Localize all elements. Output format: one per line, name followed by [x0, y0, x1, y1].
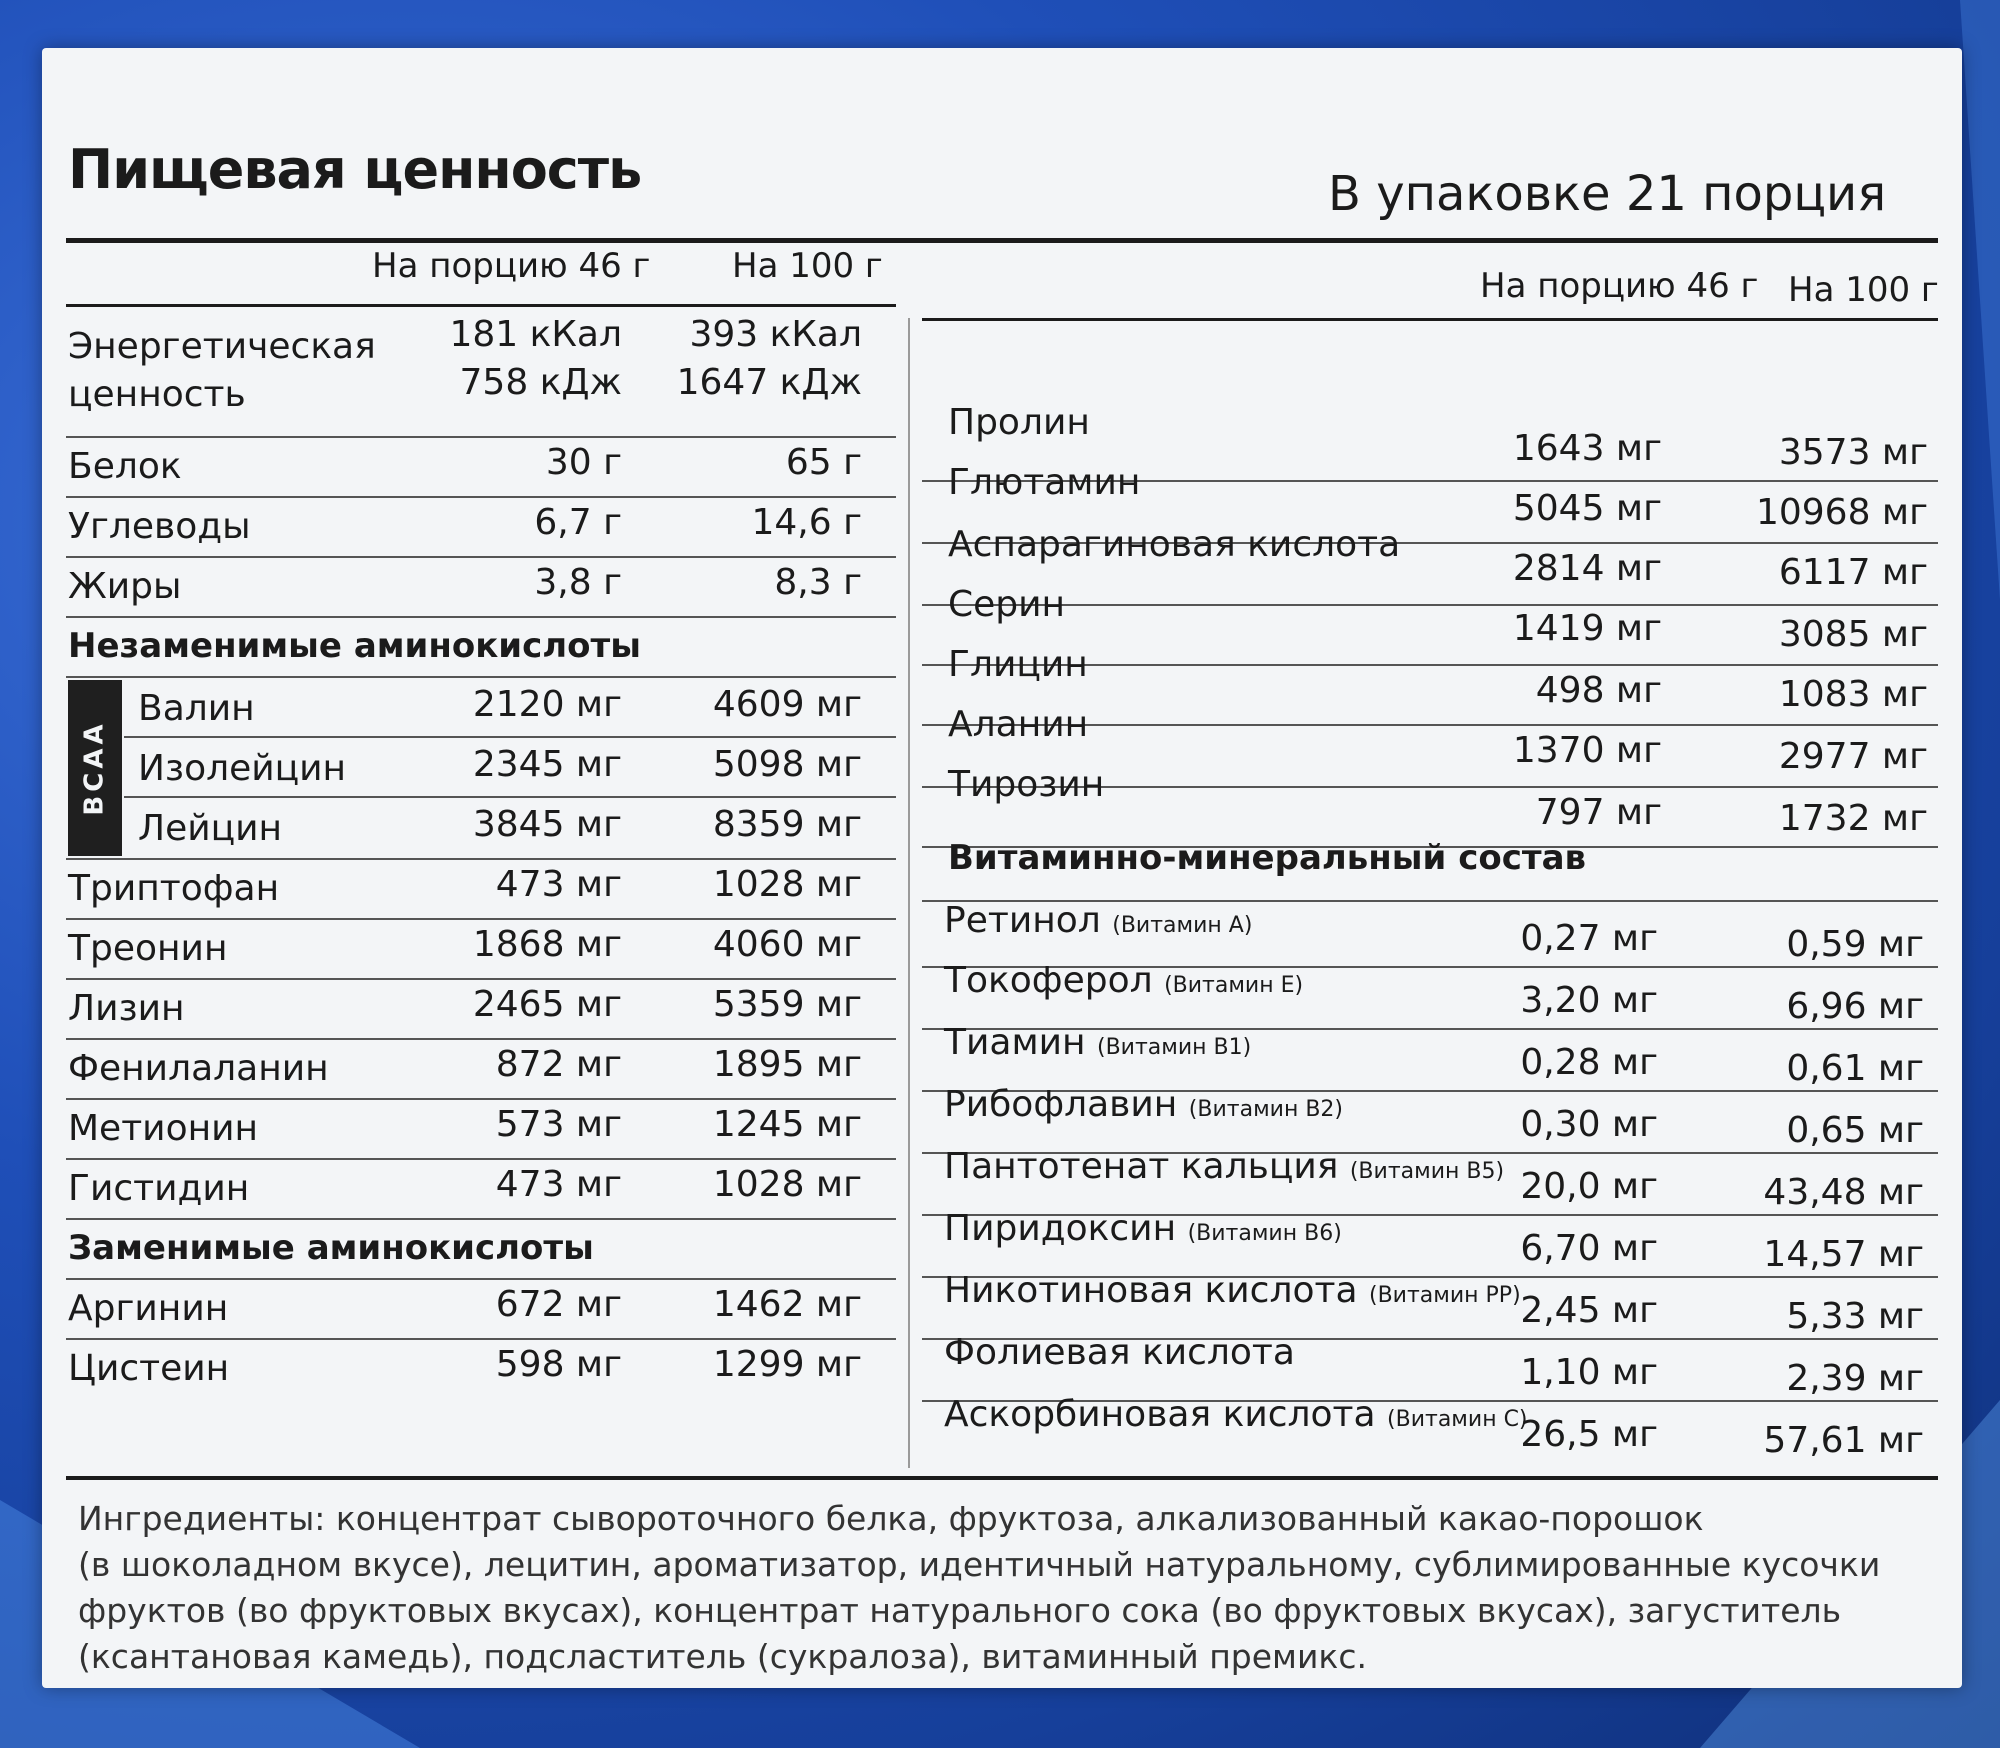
row-name: Пиридоксин — [944, 1208, 1177, 1249]
row-value-100g: 0,59 мг — [1786, 924, 1924, 965]
row-value-100g: 10968 мг — [1755, 492, 1928, 533]
vitamin-code: (Витамин В6) — [1187, 1221, 1342, 1246]
row-name: Жиры — [68, 566, 182, 607]
vitamin-code: (Витамин Е) — [1164, 973, 1304, 998]
row-value-portion: 1868 мг — [472, 924, 622, 965]
row-divider — [124, 796, 896, 798]
row-divider — [66, 496, 896, 498]
row-value-100g: 1028 мг — [712, 1164, 862, 1205]
row-name: Тирозин — [948, 764, 1105, 805]
title-rule — [66, 238, 1938, 243]
row-value-100g: 1245 мг — [712, 1104, 862, 1145]
row-name: Лейцин — [138, 808, 283, 849]
row-divider — [66, 1158, 896, 1160]
row-value-portion: 20,0 мг — [1520, 1166, 1658, 1207]
row-name: Глицин — [948, 644, 1088, 685]
row-value-portion: 473 мг — [495, 1164, 622, 1205]
row-name: Аргинин — [68, 1288, 229, 1329]
row-name: Энергетическая — [68, 326, 376, 367]
row-value-100g: 6,96 мг — [1786, 986, 1924, 1027]
row-name: Аланин — [948, 704, 1089, 745]
row-name: Аспарагиновая кислота — [948, 524, 1401, 565]
row-value-portion: 573 мг — [495, 1104, 622, 1145]
ingredients-block — [78, 1496, 1938, 1680]
row-value-portion: 672 мг — [495, 1284, 622, 1325]
row-value-100g: 14,6 г — [751, 502, 862, 543]
row-value-100g: 393 кКал — [689, 314, 862, 355]
row-value-portion: 30 г — [545, 442, 622, 483]
row-value-portion: 1,10 мг — [1520, 1352, 1658, 1393]
row-name: Гистидин — [68, 1168, 250, 1209]
ingredients-rule — [66, 1476, 1938, 1480]
left-header-per-portion: На порцию 46 г — [372, 246, 651, 286]
vitamin-mineral-title: Витаминно-минеральный состав — [948, 838, 1587, 878]
row-name: Рибофлавин — [944, 1084, 1178, 1125]
bcaa-label: BCAA — [80, 720, 110, 816]
row-value-portion: 6,7 г — [534, 502, 622, 543]
vitamin-code: (Витамин С) — [1387, 1407, 1528, 1432]
row-name: Цистеин — [68, 1348, 230, 1389]
row-value-100g: 1083 мг — [1778, 674, 1928, 715]
row-divider — [66, 676, 896, 678]
row-name: Ретинол — [944, 900, 1101, 941]
row-value-100g: 2,39 мг — [1786, 1358, 1924, 1399]
row-value-portion: 473 мг — [495, 864, 622, 905]
row-value-portion: 498 мг — [1535, 670, 1662, 711]
row-value-100g: 2977 мг — [1778, 736, 1928, 777]
vitamin-code: (Витамин В2) — [1188, 1097, 1344, 1122]
row-value-portion: 5045 мг — [1512, 488, 1662, 529]
row-value-portion: 2345 мг — [472, 744, 622, 785]
row-name: Тиамин — [944, 1022, 1086, 1063]
row-name: Метионин — [68, 1108, 259, 1149]
row-divider — [66, 616, 896, 618]
row-name: ценность — [68, 374, 246, 415]
vitamin-row — [944, 900, 1252, 941]
row-value-100g: 5098 мг — [712, 744, 862, 785]
right-header-per-portion: На порцию 46 г — [1480, 266, 1759, 306]
row-name: Углеводы — [68, 506, 251, 547]
row-value-100g: 5359 мг — [712, 984, 862, 1025]
row-value-portion: 0,30 мг — [1520, 1104, 1658, 1145]
row-value-100g: 1028 мг — [712, 864, 862, 905]
row-value-portion: 3845 мг — [472, 804, 622, 845]
row-value-portion: 1643 мг — [1512, 428, 1662, 469]
row-value-portion: 2120 мг — [472, 684, 622, 725]
row-divider — [66, 918, 896, 920]
vitamin-row — [944, 1332, 1295, 1373]
row-value-100g: 65 г — [785, 442, 862, 483]
row-value-100g: 8,3 г — [774, 562, 862, 603]
row-value-portion: 2465 мг — [472, 984, 622, 1025]
row-divider — [66, 978, 896, 980]
row-value-portion: 0,27 мг — [1520, 918, 1658, 959]
row-value-100g: 0,65 мг — [1786, 1110, 1924, 1151]
row-value-portion: 3,20 мг — [1520, 980, 1658, 1021]
left-header-per-100: На 100 г — [732, 246, 883, 286]
ingredients-line: Ингредиенты: концентрат сывороточного белка, фруктоза, алкализованный какао-порошок — [78, 1499, 1704, 1538]
row-value-100g: 0,61 мг — [1786, 1048, 1924, 1089]
row-name: Белок — [68, 446, 182, 487]
row-value-portion: 1370 мг — [1512, 730, 1662, 771]
row-value-portion: 797 мг — [1535, 792, 1662, 833]
row-value-portion: 2,45 мг — [1520, 1290, 1658, 1331]
row-value-portion: 181 кКал — [449, 314, 622, 355]
row-value-100g: 1299 мг — [712, 1344, 862, 1385]
right-header-rule — [922, 318, 1938, 321]
row-value-100g: 43,48 мг — [1763, 1172, 1924, 1213]
row-value-100g: 1732 мг — [1778, 798, 1928, 839]
row-divider — [66, 1098, 896, 1100]
row-value-100g: 1895 мг — [712, 1044, 862, 1085]
vitamin-code: (Витамин РР) — [1369, 1283, 1521, 1308]
ingredients-line: (в шоколадном вкусе), лецитин, ароматизатор, идентичный натуральному, сублимированные кусочки — [78, 1545, 1881, 1584]
row-value-portion: 872 мг — [495, 1044, 622, 1085]
row-divider — [66, 1038, 896, 1040]
row-name: Фенилаланин — [68, 1048, 329, 1089]
row-value-portion: 1419 мг — [1512, 608, 1662, 649]
row-name: Треонин — [68, 928, 228, 969]
row-divider — [124, 736, 896, 738]
row-value-100g: 1647 кДж — [676, 362, 862, 403]
label-title: Пищевая ценность — [68, 138, 642, 201]
row-name: Токоферол — [944, 960, 1153, 1001]
row-name: Лизин — [68, 988, 185, 1029]
row-value-100g: 4060 мг — [712, 924, 862, 965]
row-value-100g: 14,57 мг — [1763, 1234, 1924, 1275]
vitamin-row — [944, 960, 1303, 1001]
row-name: Пантотенат кальция — [944, 1146, 1339, 1187]
row-value-portion: 0,28 мг — [1520, 1042, 1658, 1083]
left-header-rule — [66, 304, 896, 307]
row-value-portion: 2814 мг — [1512, 548, 1662, 589]
nonessential-amino-title: Заменимые аминокислоты — [68, 1228, 594, 1268]
row-name: Пролин — [948, 402, 1090, 443]
row-divider — [66, 556, 896, 558]
right-header-per-100: На 100 г — [1788, 270, 1939, 310]
row-value-portion: 758 кДж — [459, 362, 622, 403]
row-divider — [66, 858, 896, 860]
ingredients-line: фруктов (во фруктовых вкусах), концентрат натурального сока (во фруктовых вкусах), загуститель — [78, 1591, 1842, 1630]
row-value-100g: 3573 мг — [1778, 432, 1928, 473]
row-value-100g: 1462 мг — [712, 1284, 862, 1325]
vitamin-code: (Витамин В1) — [1097, 1035, 1252, 1060]
row-value-portion: 598 мг — [495, 1344, 622, 1385]
row-divider — [66, 1338, 896, 1340]
row-name: Никотиновая кислота — [944, 1270, 1358, 1311]
row-divider — [922, 604, 1938, 606]
row-value-portion: 26,5 мг — [1520, 1414, 1658, 1455]
row-name: Валин — [138, 688, 255, 729]
vitamin-row — [944, 1022, 1251, 1063]
vitamin-row — [944, 1084, 1343, 1125]
row-divider — [66, 1218, 896, 1220]
row-value-100g: 8359 мг — [712, 804, 862, 845]
servings-per-package: В упаковке 21 порция — [1328, 166, 1887, 222]
row-name: Фолиевая кислота — [944, 1332, 1295, 1373]
bcaa-badge — [68, 680, 122, 856]
row-value-portion: 6,70 мг — [1520, 1228, 1658, 1269]
row-divider — [66, 436, 896, 438]
row-value-portion: 3,8 г — [534, 562, 622, 603]
ingredients-line: (ксантановая камедь), подсластитель (сукралоза), витаминный премикс. — [78, 1637, 1367, 1676]
row-name: Аскорбиновая кислота — [944, 1394, 1376, 1435]
vitamin-code: (Витамин А) — [1112, 913, 1253, 938]
row-value-100g: 3085 мг — [1778, 614, 1928, 655]
column-separator — [908, 318, 910, 1468]
row-divider — [66, 1278, 896, 1280]
row-name: Серин — [948, 584, 1066, 625]
row-name: Триптофан — [68, 868, 280, 909]
row-value-100g: 6117 мг — [1778, 552, 1928, 593]
essential-amino-title: Незаменимые аминокислоты — [68, 626, 641, 666]
vitamin-code: (Витамин В5) — [1349, 1159, 1505, 1184]
vitamin-row — [944, 1208, 1342, 1249]
row-value-100g: 57,61 мг — [1763, 1420, 1924, 1461]
row-name: Глютамин — [948, 462, 1141, 503]
row-name: Изолейцин — [138, 748, 347, 789]
row-value-100g: 5,33 мг — [1786, 1296, 1924, 1337]
row-value-100g: 4609 мг — [712, 684, 862, 725]
nutrition-label — [42, 48, 1962, 1688]
